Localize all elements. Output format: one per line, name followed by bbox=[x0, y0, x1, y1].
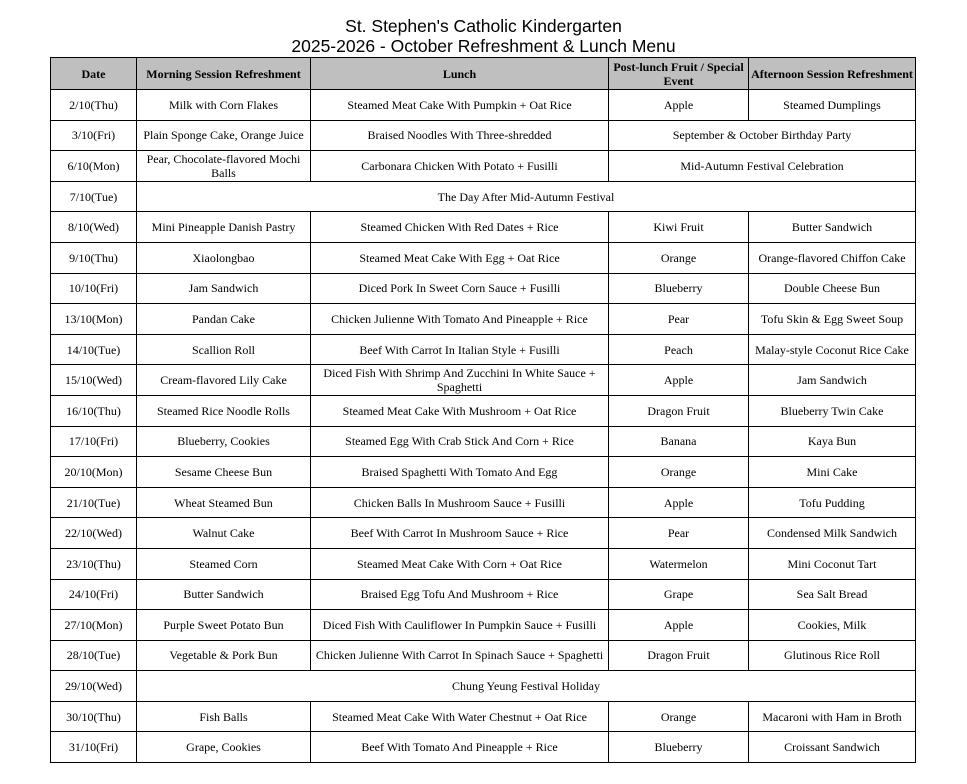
afternoon-cell: Condensed Milk Sandwich bbox=[749, 518, 916, 549]
lunch-cell: Steamed Chicken With Red Dates + Rice bbox=[311, 212, 609, 243]
morning-cell: Scallion Roll bbox=[137, 334, 311, 365]
morning-cell: Pear, Chocolate-flavored Mochi Balls bbox=[137, 151, 311, 182]
table-row bbox=[51, 273, 916, 304]
date-cell: 2/10(Thu) bbox=[51, 90, 137, 121]
table-row bbox=[51, 151, 916, 182]
lunch-cell: Beef With Tomato And Pineapple + Rice bbox=[311, 732, 609, 763]
morning-cell: Grape, Cookies bbox=[137, 732, 311, 763]
post-lunch-cell: Apple bbox=[609, 487, 749, 518]
date-cell: 13/10(Mon) bbox=[51, 304, 137, 335]
date-cell: 15/10(Wed) bbox=[51, 365, 137, 396]
table-row bbox=[51, 701, 916, 732]
lunch-cell: Braised Egg Tofu And Mushroom + Rice bbox=[311, 579, 609, 610]
post-lunch-cell: Apple bbox=[609, 365, 749, 396]
afternoon-cell: Blueberry Twin Cake bbox=[749, 395, 916, 426]
lunch-cell: Beef With Carrot In Mushroom Sauce + Rice bbox=[311, 518, 609, 549]
afternoon-cell: Sea Salt Bread bbox=[749, 579, 916, 610]
lunch-cell: Braised Spaghetti With Tomato And Egg bbox=[311, 457, 609, 488]
post-lunch-cell: Kiwi Fruit bbox=[609, 212, 749, 243]
lunch-cell: Beef With Carrot In Italian Style + Fusilli bbox=[311, 334, 609, 365]
table-row bbox=[51, 181, 916, 212]
post-lunch-cell: Watermelon bbox=[609, 548, 749, 579]
table-row bbox=[51, 457, 916, 488]
afternoon-cell: Double Cheese Bun bbox=[749, 273, 916, 304]
morning-cell: Sesame Cheese Bun bbox=[137, 457, 311, 488]
school-name: St. Stephen's Catholic Kindergarten bbox=[345, 16, 622, 36]
col-header-lunch: Lunch bbox=[311, 58, 609, 90]
afternoon-cell: Mini Cake bbox=[749, 457, 916, 488]
lunch-cell: Steamed Meat Cake With Egg + Oat Rice bbox=[311, 242, 609, 273]
table-row bbox=[51, 334, 916, 365]
morning-cell: Xiaolongbao bbox=[137, 242, 311, 273]
date-cell: 28/10(Tue) bbox=[51, 640, 137, 671]
col-header-morning: Morning Session Refreshment bbox=[137, 58, 311, 90]
date-cell: 9/10(Thu) bbox=[51, 242, 137, 273]
lunch-cell: Steamed Meat Cake With Water Chestnut + Oat Rice bbox=[311, 701, 609, 732]
table-row bbox=[51, 579, 916, 610]
afternoon-cell: Cookies, Milk bbox=[749, 610, 916, 641]
table-row bbox=[51, 518, 916, 549]
table-row bbox=[51, 212, 916, 243]
afternoon-cell: Tofu Skin & Egg Sweet Soup bbox=[749, 304, 916, 335]
table-row bbox=[51, 426, 916, 457]
morning-cell: Milk with Corn Flakes bbox=[137, 90, 311, 121]
post-lunch-cell: Grape bbox=[609, 579, 749, 610]
morning-cell: Steamed Rice Noodle Rolls bbox=[137, 395, 311, 426]
afternoon-cell: Jam Sandwich bbox=[749, 365, 916, 396]
post-lunch-cell: Pear bbox=[609, 518, 749, 549]
col-header-post-lunch: Post-lunch Fruit / Special Event bbox=[609, 58, 749, 90]
post-lunch-cell: Orange bbox=[609, 457, 749, 488]
date-cell: 10/10(Fri) bbox=[51, 273, 137, 304]
afternoon-cell: Kaya Bun bbox=[749, 426, 916, 457]
lunch-cell: Braised Noodles With Three-shredded bbox=[311, 120, 609, 151]
lunch-cell: Diced Fish With Cauliflower In Pumpkin Sauce + Fusilli bbox=[311, 610, 609, 641]
morning-cell: Pandan Cake bbox=[137, 304, 311, 335]
date-cell: 23/10(Thu) bbox=[51, 548, 137, 579]
date-cell: 17/10(Fri) bbox=[51, 426, 137, 457]
table-row bbox=[51, 304, 916, 335]
lunch-cell: Steamed Egg With Crab Stick And Corn + Rice bbox=[311, 426, 609, 457]
morning-cell: Walnut Cake bbox=[137, 518, 311, 549]
lunch-cell: Steamed Meat Cake With Mushroom + Oat Rice bbox=[311, 395, 609, 426]
post-lunch-cell: Blueberry bbox=[609, 273, 749, 304]
date-cell: 31/10(Fri) bbox=[51, 732, 137, 763]
date-cell: 22/10(Wed) bbox=[51, 518, 137, 549]
table-row bbox=[51, 90, 916, 121]
afternoon-cell: Croissant Sandwich bbox=[749, 732, 916, 763]
afternoon-cell: Malay-style Coconut Rice Cake bbox=[749, 334, 916, 365]
post-lunch-cell: Dragon Fruit bbox=[609, 640, 749, 671]
morning-cell: Wheat Steamed Bun bbox=[137, 487, 311, 518]
post-lunch-cell: Apple bbox=[609, 610, 749, 641]
lunch-cell: Chicken Julienne With Carrot In Spinach Sauce + Spaghetti bbox=[311, 640, 609, 671]
table-row bbox=[51, 242, 916, 273]
lunch-cell: Carbonara Chicken With Potato + Fusilli bbox=[311, 151, 609, 182]
col-header-afternoon: Afternoon Session Refreshment bbox=[749, 58, 916, 90]
menu-title: 2025-2026 - October Refreshment & Lunch Menu bbox=[291, 36, 676, 56]
table-row bbox=[51, 640, 916, 671]
afternoon-cell: Mini Coconut Tart bbox=[749, 548, 916, 579]
post-lunch-cell: Banana bbox=[609, 426, 749, 457]
date-cell: 3/10(Fri) bbox=[51, 120, 137, 151]
afternoon-cell: Steamed Dumplings bbox=[749, 90, 916, 121]
morning-cell: Fish Balls bbox=[137, 701, 311, 732]
morning-cell: Blueberry, Cookies bbox=[137, 426, 311, 457]
table-row bbox=[51, 610, 916, 641]
date-cell: 27/10(Mon) bbox=[51, 610, 137, 641]
date-cell: 30/10(Thu) bbox=[51, 701, 137, 732]
morning-cell: Steamed Corn bbox=[137, 548, 311, 579]
post-lunch-cell: Blueberry bbox=[609, 732, 749, 763]
special-event-cell: Mid-Autumn Festival Celebration bbox=[609, 151, 916, 182]
morning-cell: Purple Sweet Potato Bun bbox=[137, 610, 311, 641]
morning-cell: Jam Sandwich bbox=[137, 273, 311, 304]
lunch-cell: Diced Pork In Sweet Corn Sauce + Fusilli bbox=[311, 273, 609, 304]
holiday-cell: Chung Yeung Festival Holiday bbox=[137, 671, 916, 702]
date-cell: 20/10(Mon) bbox=[51, 457, 137, 488]
lunch-cell: Chicken Julienne With Tomato And Pineapple + Rice bbox=[311, 304, 609, 335]
post-lunch-cell: Orange bbox=[609, 242, 749, 273]
lunch-cell: Steamed Meat Cake With Pumpkin + Oat Rice bbox=[311, 90, 609, 121]
morning-cell: Vegetable & Pork Bun bbox=[137, 640, 311, 671]
special-event-cell: September & October Birthday Party bbox=[609, 120, 916, 151]
menu-table bbox=[50, 57, 916, 763]
date-cell: 14/10(Tue) bbox=[51, 334, 137, 365]
date-cell: 16/10(Thu) bbox=[51, 395, 137, 426]
morning-cell: Butter Sandwich bbox=[137, 579, 311, 610]
date-cell: 24/10(Fri) bbox=[51, 579, 137, 610]
date-cell: 7/10(Tue) bbox=[51, 181, 137, 212]
post-lunch-cell: Orange bbox=[609, 701, 749, 732]
col-header-date: Date bbox=[51, 58, 137, 90]
table-row bbox=[51, 487, 916, 518]
afternoon-cell: Glutinous Rice Roll bbox=[749, 640, 916, 671]
lunch-cell: Diced Fish With Shrimp And Zucchini In White Sauce + Spaghetti bbox=[311, 365, 609, 396]
post-lunch-cell: Dragon Fruit bbox=[609, 395, 749, 426]
afternoon-cell: Macaroni with Ham in Broth bbox=[749, 701, 916, 732]
menu-body bbox=[51, 90, 916, 763]
table-row bbox=[51, 395, 916, 426]
table-row bbox=[51, 671, 916, 702]
post-lunch-cell: Pear bbox=[609, 304, 749, 335]
afternoon-cell: Orange-flavored Chiffon Cake bbox=[749, 242, 916, 273]
lunch-cell: Chicken Balls In Mushroom Sauce + Fusilli bbox=[311, 487, 609, 518]
header-row bbox=[51, 58, 916, 90]
post-lunch-cell: Apple bbox=[609, 90, 749, 121]
table-row bbox=[51, 548, 916, 579]
morning-cell: Mini Pineapple Danish Pastry bbox=[137, 212, 311, 243]
table-row bbox=[51, 120, 916, 151]
table-row bbox=[51, 732, 916, 763]
morning-cell: Cream-flavored Lily Cake bbox=[137, 365, 311, 396]
holiday-cell: The Day After Mid-Autumn Festival bbox=[137, 181, 916, 212]
date-cell: 21/10(Tue) bbox=[51, 487, 137, 518]
afternoon-cell: Tofu Pudding bbox=[749, 487, 916, 518]
table-row bbox=[51, 365, 916, 396]
post-lunch-cell: Peach bbox=[609, 334, 749, 365]
date-cell: 6/10(Mon) bbox=[51, 151, 137, 182]
morning-cell: Plain Sponge Cake, Orange Juice bbox=[137, 120, 311, 151]
afternoon-cell: Butter Sandwich bbox=[749, 212, 916, 243]
lunch-cell: Steamed Meat Cake With Corn + Oat Rice bbox=[311, 548, 609, 579]
date-cell: 29/10(Wed) bbox=[51, 671, 137, 702]
date-cell: 8/10(Wed) bbox=[51, 212, 137, 243]
